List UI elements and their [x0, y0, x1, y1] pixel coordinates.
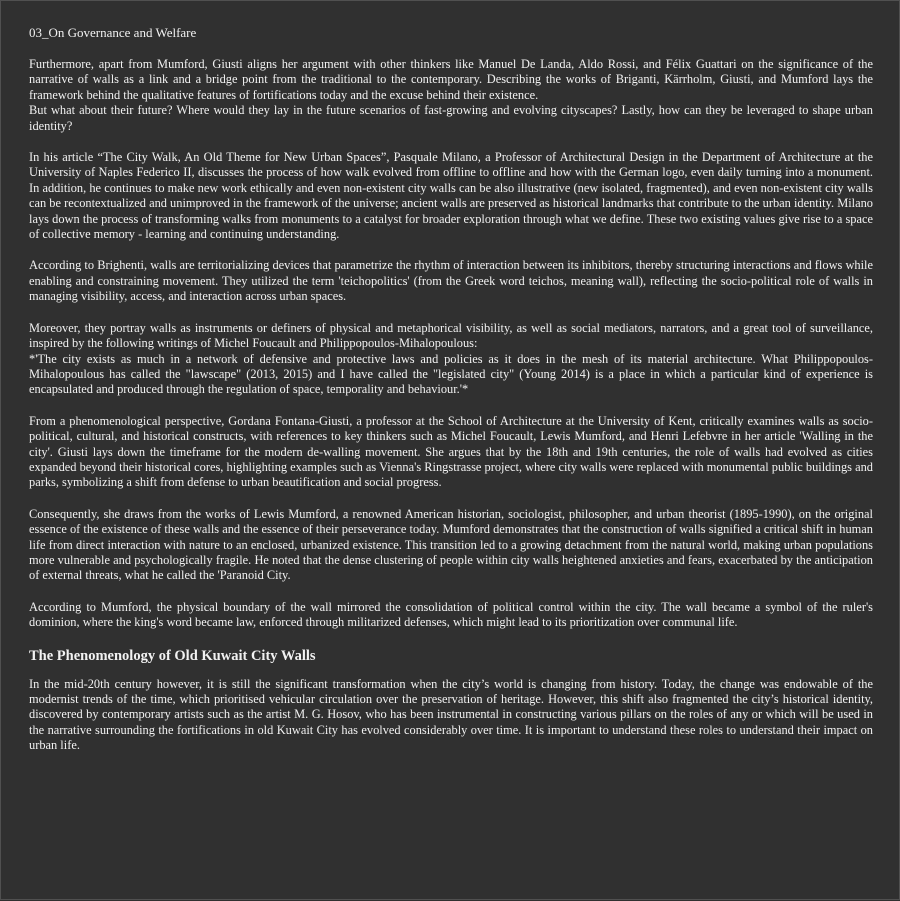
paragraph-fontana-giusti: From a phenomenological perspective, Gordana Fontana-Giusti, a professor at the School of Architecture at the University of Kent, critically examines walls as socio-political, cultural, and historical constructs, with references to key thinkers such as Michel Foucault, Lewis Mumford, and Henri Lefebvre in her article 'Walling in the city'. Giusti lays down the timeframe for the modern de-walling movement. She argues that by the 18th and 19th centuries, the role of walls had evolved as cities expanded beyond their historical cores, highlighting examples such as Vienna's Ringstrasse project, where city walls were replaced with monumental public buildings and parks, symbolizing a shift from defense to urban beautification and social progress.: [29, 413, 873, 490]
paragraph-mumford-essence: Consequently, she draws from the works of Lewis Mumford, a renowned American historian, sociologist, philosopher, and urban theorist (1895-1990), on the original essence of the existence of these walls and the essence of their perseverance today. Mumford demonstrates that the construction of walls signified a critical shift in human life from direct interaction with nature to an enclosed, urbanized existence. This transition led to a growing detachment from the natural world, making urban populations more vulnerable and psychologically fragile. He noted that the dense clustering of people within city walls heightened anxieties and fears, exacerbated by the anticipation of external threats, what he called the 'Paranoid City.: [29, 506, 873, 583]
paragraph-mumford-control: According to Mumford, the physical boundary of the wall mirrored the consolidation of political control within the city. The wall became a symbol of the ruler's dominion, where the king's word became law, enforced through militarized defenses, which might lead to its prioritization over communal life.: [29, 599, 873, 630]
paragraph-brighenti: According to Brighenti, walls are territorializing devices that parametrize the rhythm of interaction between its inhibitors, thereby structuring interactions and flows while enabling and constraining movement. They utilized the term 'teichopolitics' (from the Greek word teichos, meaning wall), reflecting the socio-political role of walls in managing visibility, access, and interaction across urban spaces.: [29, 258, 873, 304]
document-page: [1, 1, 900, 901]
paragraph-visibility-quote: Moreover, they portray walls as instruments or definers of physical and metaphorical visibility, as well as social mediators, narrators, and a great tool of surveillance, inspired by the following writings of Michel Foucault and Philippopoulos-Mihalopoulous: *'The city exists as much in a network of defensive and protective laws and policies as it does in the mesh of its material architecture. What Philippopoulos-Mihalopoulous has called the "lawscape" (2013, 2015) and I have called the "legislated city" (Young 2014) is a place in which a particular kind of experience is encapsulated and produced through the regulation of space, temporality and behaviour.'*: [29, 320, 873, 397]
section-label: 03_On Governance and Welfare: [29, 25, 197, 40]
subheading: The Phenomenology of Old Kuwait City Walls: [29, 647, 316, 664]
paragraph-intro-1: Furthermore, apart from Mumford, Giusti aligns her argument with other thinkers like Manuel De Landa, Aldo Rossi, and Félix Guattari on the significance of the narrative of walls as a link and a bridge point from the traditional to the contemporary. Describing the works of Briganti, Kärrholm, Giusti, and Mumford lays the framework behind the qualitative features of fortifications today and the excuse behind their existence. But what about their future? Where would they lay in the future scenarios of fast-growing and evolving cityscapes? Lastly, how can they be leveraged to shape urban identity?: [29, 57, 873, 133]
paragraph-kuwait: In the mid-20th century however, it is still the significant transformation when the city’s world is changing from history. Today, the change was endowable of the modernist trends of the time, which prioritised vehicular circulation over the preservation of heritage. However, this shift also fragmented the city’s historical identity, discovered by contemporary artists such as the artist M. G. Hosov, who has been instrumental in constructing various pillars on the roles of any or which will be used in the narrative surrounding the fortifications in old Kuwait City has evolved considerably over time. It is important to understand these roles to understand their impact on urban life.: [29, 676, 873, 753]
paragraph-milano: In his article “The City Walk, An Old Theme for New Urban Spaces”, Pasquale Milano, a Professor of Architectural Design in the Department of Architecture at the University of Naples Federico II, discusses the process of how walk evolved from offline to offline and how with the German logo, even daily turning into a monument. In addition, he continues to make new work ethically and even non-existent city walls can be also illustrative (new isolated, fragmented), and even non-existent city walls can be recontextualized and unimproved in the framework of the universe; ancient walls are preserved as historical landmarks that contribute to the urban identity. Milano lays down the process of transforming walks from monuments to a catalyst for broader exploration through what we define. These two existing values give rise to a space of collective memory - learning and continuing understanding.: [29, 150, 873, 242]
